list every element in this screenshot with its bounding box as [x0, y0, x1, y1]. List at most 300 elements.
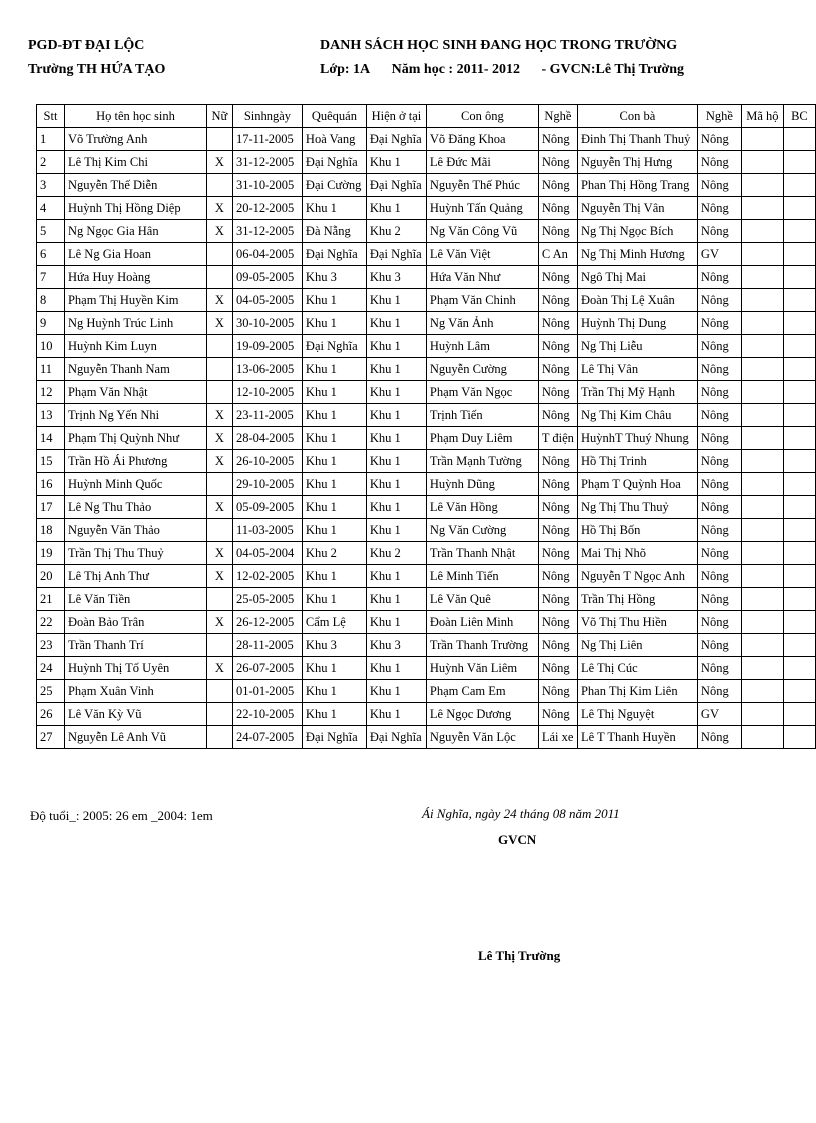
- department-name: PGD-ĐT ĐẠI LỘC: [28, 38, 145, 53]
- table-cell: 31-12-2005: [232, 151, 302, 174]
- table-cell: Nguyễn Thị Vân: [577, 197, 697, 220]
- table-cell: [206, 243, 232, 266]
- table-cell: [741, 312, 783, 335]
- table-cell: Huỳnh Thị Tố Uyên: [64, 657, 206, 680]
- table-cell: Đinh Thị Thanh Thuỷ: [577, 128, 697, 151]
- table-cell: Lê Thị Vân: [577, 358, 697, 381]
- table-cell: [741, 243, 783, 266]
- table-cell: [741, 657, 783, 680]
- table-cell: Ng Thị Kim Châu: [577, 404, 697, 427]
- column-header: Nữ: [206, 105, 232, 128]
- table-cell: Khu 1: [366, 588, 426, 611]
- table-cell: [206, 335, 232, 358]
- age-summary: Độ tuổi_: 2005: 26 em _2004: 1em: [30, 808, 213, 823]
- table-cell: [783, 703, 815, 726]
- table-cell: 18: [37, 519, 65, 542]
- table-cell: [783, 680, 815, 703]
- table-cell: Khu 1: [366, 381, 426, 404]
- table-cell: Huỳnh Dũng: [426, 473, 538, 496]
- table-cell: Lê Minh Tiến: [426, 565, 538, 588]
- table-cell: 26: [37, 703, 65, 726]
- table-cell: Lê T Thanh Huyền: [577, 726, 697, 749]
- table-cell: Ng Văn Công Vũ: [426, 220, 538, 243]
- table-cell: Khu 2: [302, 542, 366, 565]
- table-cell: Phạm Thị Quỳnh Như: [64, 427, 206, 450]
- table-cell: [206, 358, 232, 381]
- school-name: Trường TH HỨA TẠO: [28, 62, 166, 77]
- table-row: [37, 726, 816, 749]
- table-cell: 26-07-2005: [232, 657, 302, 680]
- table-cell: Khu 1: [366, 450, 426, 473]
- table-row: [37, 151, 816, 174]
- table-cell: [741, 128, 783, 151]
- table-cell: GV: [697, 703, 741, 726]
- table-cell: Lê Đức Mãi: [426, 151, 538, 174]
- table-cell: Nông: [538, 335, 577, 358]
- table-cell: Đại Nghĩa: [366, 726, 426, 749]
- school-year-label: Năm học : 2011- 2012: [391, 62, 520, 77]
- table-cell: Võ Thị Thu Hiền: [577, 611, 697, 634]
- table-cell: [741, 519, 783, 542]
- table-cell: Trần Thị Mỹ Hạnh: [577, 381, 697, 404]
- column-header: Họ tên học sinh: [64, 105, 206, 128]
- table-cell: Đại Nghĩa: [366, 243, 426, 266]
- table-cell: [741, 381, 783, 404]
- table-cell: Phạm Văn Nhật: [64, 381, 206, 404]
- table-cell: [741, 335, 783, 358]
- table-cell: Phạm Văn Chinh: [426, 289, 538, 312]
- table-cell: 23-11-2005: [232, 404, 302, 427]
- table-cell: Phạm Duy Liêm: [426, 427, 538, 450]
- table-cell: Khu 1: [302, 588, 366, 611]
- table-cell: Khu 1: [366, 427, 426, 450]
- table-cell: Đại Nghĩa: [366, 174, 426, 197]
- table-row: [37, 220, 816, 243]
- table-cell: Nông: [697, 542, 741, 565]
- table-cell: [783, 427, 815, 450]
- table-cell: 4: [37, 197, 65, 220]
- table-cell: Nông: [538, 611, 577, 634]
- table-cell: Lê Ngọc Dương: [426, 703, 538, 726]
- table-cell: [741, 358, 783, 381]
- table-cell: X: [206, 404, 232, 427]
- table-cell: 12: [37, 381, 65, 404]
- table-cell: 19-09-2005: [232, 335, 302, 358]
- table-cell: Nông: [697, 266, 741, 289]
- table-cell: Khu 1: [366, 703, 426, 726]
- table-cell: Khu 1: [302, 427, 366, 450]
- column-header: Con ông: [426, 105, 538, 128]
- table-cell: Đại Cường: [302, 174, 366, 197]
- document-title: DANH SÁCH HỌC SINH ĐANG HỌC TRONG TRƯỜNG: [320, 38, 678, 53]
- table-cell: Phạm Thị Huyền Kim: [64, 289, 206, 312]
- table-cell: Phạm Xuân Vinh: [64, 680, 206, 703]
- table-cell: [206, 128, 232, 151]
- table-cell: X: [206, 565, 232, 588]
- table-cell: 22: [37, 611, 65, 634]
- table-cell: Huỳnh Lâm: [426, 335, 538, 358]
- table-cell: Nông: [538, 404, 577, 427]
- table-cell: Khu 1: [302, 450, 366, 473]
- table-cell: Lê Ng Thu Thảo: [64, 496, 206, 519]
- table-cell: [783, 197, 815, 220]
- column-header: BC: [783, 105, 815, 128]
- table-cell: [783, 128, 815, 151]
- table-cell: Đại Nghĩa: [366, 128, 426, 151]
- table-cell: Ng Thị Ngọc Bích: [577, 220, 697, 243]
- table-cell: Hứa Huy Hoàng: [64, 266, 206, 289]
- table-cell: 3: [37, 174, 65, 197]
- column-header: Nghề: [538, 105, 577, 128]
- table-cell: X: [206, 450, 232, 473]
- table-cell: Nông: [697, 680, 741, 703]
- table-cell: Nông: [697, 450, 741, 473]
- column-header: Nghề: [697, 105, 741, 128]
- table-cell: 6: [37, 243, 65, 266]
- table-cell: Nông: [697, 634, 741, 657]
- table-cell: Nông: [697, 151, 741, 174]
- table-cell: 24-07-2005: [232, 726, 302, 749]
- table-cell: 9: [37, 312, 65, 335]
- table-cell: 11: [37, 358, 65, 381]
- table-cell: [783, 496, 815, 519]
- table-cell: Nông: [538, 151, 577, 174]
- table-cell: Võ Đăng Khoa: [426, 128, 538, 151]
- table-cell: Khu 1: [302, 197, 366, 220]
- table-cell: Nông: [697, 496, 741, 519]
- table-cell: 25-05-2005: [232, 588, 302, 611]
- table-cell: Khu 3: [366, 634, 426, 657]
- table-cell: Trịnh Tiến: [426, 404, 538, 427]
- table-cell: Nông: [697, 427, 741, 450]
- table-cell: [741, 565, 783, 588]
- table-cell: X: [206, 289, 232, 312]
- table-cell: [783, 174, 815, 197]
- table-cell: [206, 381, 232, 404]
- table-row: [37, 657, 816, 680]
- table-cell: Nông: [538, 496, 577, 519]
- table-row: [37, 266, 816, 289]
- table-row: [37, 450, 816, 473]
- table-row: [37, 312, 816, 335]
- table-cell: Nguyễn Văn Thảo: [64, 519, 206, 542]
- table-cell: Nông: [697, 312, 741, 335]
- table-cell: Đà Nẵng: [302, 220, 366, 243]
- table-cell: 11-03-2005: [232, 519, 302, 542]
- table-cell: Trần Mạnh Tường: [426, 450, 538, 473]
- table-cell: Phạm Cam Em: [426, 680, 538, 703]
- class-label: Lớp: 1A: [320, 62, 371, 77]
- table-cell: Nông: [697, 128, 741, 151]
- table-cell: Ng Thị Liên: [577, 634, 697, 657]
- table-cell: [741, 450, 783, 473]
- table-cell: GV: [697, 243, 741, 266]
- table-cell: Khu 1: [302, 657, 366, 680]
- table-cell: [741, 611, 783, 634]
- table-cell: 1: [37, 128, 65, 151]
- table-cell: Nông: [697, 473, 741, 496]
- column-header: Stt: [37, 105, 65, 128]
- column-header: Mã hộ: [741, 105, 783, 128]
- table-cell: Nguyễn T Ngọc Anh: [577, 565, 697, 588]
- table-cell: Nông: [538, 312, 577, 335]
- table-row: [37, 496, 816, 519]
- table-cell: Ng Thị Minh Hương: [577, 243, 697, 266]
- table-cell: [741, 680, 783, 703]
- table-cell: Khu 3: [302, 634, 366, 657]
- table-cell: 31-12-2005: [232, 220, 302, 243]
- table-cell: [783, 404, 815, 427]
- table-cell: 27: [37, 726, 65, 749]
- table-cell: 23: [37, 634, 65, 657]
- table-row: [37, 128, 816, 151]
- table-cell: Khu 1: [366, 151, 426, 174]
- table-cell: Hồ Thị Bốn: [577, 519, 697, 542]
- table-cell: [741, 726, 783, 749]
- signer-name: Lê Thị Trường: [478, 948, 561, 963]
- table-cell: [206, 473, 232, 496]
- table-cell: Khu 1: [366, 404, 426, 427]
- table-cell: 01-01-2005: [232, 680, 302, 703]
- table-cell: 06-04-2005: [232, 243, 302, 266]
- table-cell: 26-10-2005: [232, 450, 302, 473]
- table-cell: Hoà Vang: [302, 128, 366, 151]
- table-cell: [206, 266, 232, 289]
- table-cell: Khu 1: [302, 358, 366, 381]
- table-cell: Nông: [538, 473, 577, 496]
- table-cell: Lê Ng Gia Hoan: [64, 243, 206, 266]
- table-cell: Nông: [697, 335, 741, 358]
- table-cell: HuỳnhT Thuý Nhung: [577, 427, 697, 450]
- table-cell: 20-12-2005: [232, 197, 302, 220]
- table-cell: Trịnh Ng Yến Nhi: [64, 404, 206, 427]
- table-cell: 17: [37, 496, 65, 519]
- table-cell: Khu 1: [366, 473, 426, 496]
- table-cell: 8: [37, 289, 65, 312]
- table-cell: [783, 266, 815, 289]
- table-cell: Khu 1: [366, 565, 426, 588]
- table-cell: Ngô Thị Mai: [577, 266, 697, 289]
- table-cell: 7: [37, 266, 65, 289]
- table-cell: 5: [37, 220, 65, 243]
- table-cell: Nông: [697, 726, 741, 749]
- table-cell: Nông: [538, 450, 577, 473]
- table-cell: 05-09-2005: [232, 496, 302, 519]
- table-cell: T điện: [538, 427, 577, 450]
- table-cell: Nông: [697, 381, 741, 404]
- table-cell: Nông: [697, 220, 741, 243]
- table-cell: 09-05-2005: [232, 266, 302, 289]
- table-cell: [741, 634, 783, 657]
- table-cell: Khu 1: [302, 381, 366, 404]
- table-cell: [783, 519, 815, 542]
- table-cell: Khu 1: [366, 496, 426, 519]
- table-cell: Ng Huỳnh Trúc Linh: [64, 312, 206, 335]
- class-info: [320, 62, 702, 78]
- table-cell: Khu 1: [302, 496, 366, 519]
- table-cell: Nguyễn Lê Anh Vũ: [64, 726, 206, 749]
- table-cell: 28-11-2005: [232, 634, 302, 657]
- table-cell: Nguyễn Thế Phúc: [426, 174, 538, 197]
- table-cell: Đại Nghĩa: [302, 726, 366, 749]
- table-row: [37, 427, 816, 450]
- table-cell: Lê Thị Nguyệt: [577, 703, 697, 726]
- table-row: [37, 358, 816, 381]
- table-cell: [206, 680, 232, 703]
- table-cell: Huỳnh Thị Dung: [577, 312, 697, 335]
- table-cell: Phan Thị Kim Liên: [577, 680, 697, 703]
- table-row: [37, 519, 816, 542]
- table-cell: [783, 151, 815, 174]
- table-cell: Phạm T Quỳnh Hoa: [577, 473, 697, 496]
- table-cell: Nông: [538, 197, 577, 220]
- table-header-row: [37, 105, 816, 128]
- column-header: Hiện ở tại: [366, 105, 426, 128]
- table-cell: Cẩm Lệ: [302, 611, 366, 634]
- table-cell: Đại Nghĩa: [302, 243, 366, 266]
- table-cell: Khu 3: [366, 266, 426, 289]
- table-cell: Trần Thanh Nhật: [426, 542, 538, 565]
- table-cell: Nông: [538, 519, 577, 542]
- table-cell: Nông: [538, 128, 577, 151]
- table-row: [37, 404, 816, 427]
- table-cell: [741, 266, 783, 289]
- table-cell: Trần Hồ Ái Phương: [64, 450, 206, 473]
- table-cell: 17-11-2005: [232, 128, 302, 151]
- table-cell: Nông: [538, 358, 577, 381]
- table-cell: Lái xe: [538, 726, 577, 749]
- table-cell: [741, 588, 783, 611]
- table-cell: 14: [37, 427, 65, 450]
- table-cell: [741, 220, 783, 243]
- table-cell: [741, 542, 783, 565]
- signer-role: GVCN: [498, 832, 537, 847]
- table-cell: [206, 703, 232, 726]
- table-cell: C An: [538, 243, 577, 266]
- table-cell: Lê Thị Anh Thư: [64, 565, 206, 588]
- table-cell: Huỳnh Tấn Quảng: [426, 197, 538, 220]
- table-cell: [783, 657, 815, 680]
- table-cell: 15: [37, 450, 65, 473]
- table-cell: Khu 3: [302, 266, 366, 289]
- table-cell: X: [206, 496, 232, 519]
- table-cell: Khu 1: [366, 657, 426, 680]
- table-cell: [741, 703, 783, 726]
- table-cell: Khu 1: [302, 473, 366, 496]
- table-cell: Khu 1: [302, 404, 366, 427]
- table-cell: [206, 519, 232, 542]
- table-cell: Nông: [697, 358, 741, 381]
- table-cell: 31-10-2005: [232, 174, 302, 197]
- table-cell: Ng Thị Thu Thuỷ: [577, 496, 697, 519]
- table-cell: [783, 565, 815, 588]
- table-cell: Nông: [538, 634, 577, 657]
- table-cell: [741, 427, 783, 450]
- table-cell: [741, 473, 783, 496]
- table-row: [37, 634, 816, 657]
- table-cell: Nông: [538, 174, 577, 197]
- table-cell: Khu 1: [366, 358, 426, 381]
- table-cell: [206, 588, 232, 611]
- table-cell: [783, 243, 815, 266]
- table-cell: Nguyễn Cường: [426, 358, 538, 381]
- table-cell: Nông: [697, 197, 741, 220]
- table-cell: [783, 542, 815, 565]
- student-roster-table: [36, 104, 816, 749]
- table-cell: 13-06-2005: [232, 358, 302, 381]
- table-cell: Nông: [697, 657, 741, 680]
- table-cell: Nông: [538, 680, 577, 703]
- table-cell: Lê Văn Kỳ Vũ: [64, 703, 206, 726]
- table-cell: Khu 1: [366, 519, 426, 542]
- table-cell: 22-10-2005: [232, 703, 302, 726]
- table-cell: [783, 335, 815, 358]
- table-cell: Nông: [538, 266, 577, 289]
- table-cell: Võ Trường Anh: [64, 128, 206, 151]
- table-cell: [783, 220, 815, 243]
- table-cell: Nông: [697, 174, 741, 197]
- table-cell: Ng Văn Ảnh: [426, 312, 538, 335]
- table-cell: [783, 450, 815, 473]
- table-cell: Nguyễn Thanh Nam: [64, 358, 206, 381]
- table-cell: Lê Thị Kim Chi: [64, 151, 206, 174]
- table-cell: [783, 312, 815, 335]
- table-cell: Nông: [697, 565, 741, 588]
- place-date: Ái Nghĩa, ngày 24 tháng 08 năm 2011: [422, 806, 620, 821]
- table-cell: Ng Văn Cường: [426, 519, 538, 542]
- table-cell: X: [206, 151, 232, 174]
- table-cell: 04-05-2004: [232, 542, 302, 565]
- table-cell: 29-10-2005: [232, 473, 302, 496]
- table-cell: Khu 1: [302, 289, 366, 312]
- table-cell: 04-05-2005: [232, 289, 302, 312]
- table-cell: Lê Văn Hồng: [426, 496, 538, 519]
- table-cell: Nông: [697, 588, 741, 611]
- table-cell: 16: [37, 473, 65, 496]
- table-cell: [741, 496, 783, 519]
- table-cell: [783, 634, 815, 657]
- table-cell: 12-02-2005: [232, 565, 302, 588]
- table-body: [37, 128, 816, 749]
- teacher-label: - GVCN:Lê Thị Trường: [541, 62, 685, 77]
- table-cell: [206, 174, 232, 197]
- table-cell: Nông: [697, 519, 741, 542]
- table-cell: X: [206, 657, 232, 680]
- table-cell: [783, 588, 815, 611]
- table-cell: X: [206, 611, 232, 634]
- table-cell: Nông: [538, 220, 577, 243]
- table-cell: [741, 404, 783, 427]
- table-cell: Lê Văn Tiền: [64, 588, 206, 611]
- column-header: Quêquán: [302, 105, 366, 128]
- table-cell: Lê Văn Quê: [426, 588, 538, 611]
- table-row: [37, 680, 816, 703]
- table-cell: Khu 1: [366, 312, 426, 335]
- table-cell: Nông: [538, 289, 577, 312]
- table-row: [37, 542, 816, 565]
- table-row: [37, 197, 816, 220]
- table-cell: 2: [37, 151, 65, 174]
- table-cell: Khu 1: [302, 703, 366, 726]
- column-header: Sinhngày: [232, 105, 302, 128]
- table-cell: [783, 289, 815, 312]
- table-cell: 21: [37, 588, 65, 611]
- table-cell: Khu 1: [302, 565, 366, 588]
- table-cell: Huỳnh Kim Luyn: [64, 335, 206, 358]
- table-cell: X: [206, 542, 232, 565]
- table-cell: 10: [37, 335, 65, 358]
- table-cell: X: [206, 197, 232, 220]
